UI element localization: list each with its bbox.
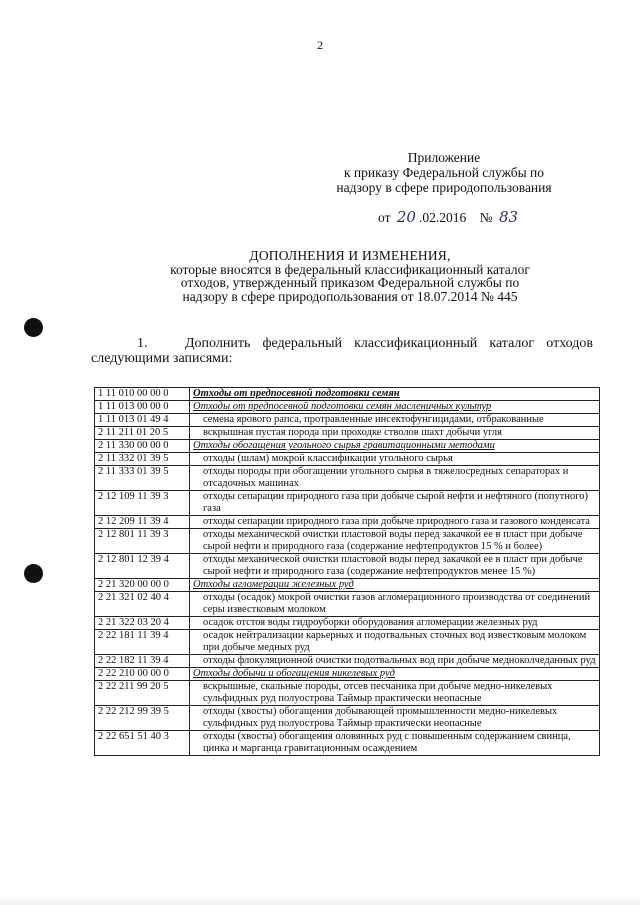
waste-description-cell: Отходы добычи и обогащения никелевых руд: [190, 668, 600, 681]
waste-code-cell: 2 12 209 11 39 4: [95, 516, 190, 529]
order-date-line: [378, 208, 521, 226]
table-row: [95, 491, 600, 516]
table-row: [95, 731, 600, 756]
waste-description-cell: Отходы от предпосевной подготовки семян: [190, 388, 600, 401]
waste-description-cell: осадок отстоя воды гидроуборки оборудования агломерации железных руд: [190, 617, 600, 630]
table-row: [95, 388, 600, 401]
waste-description-cell: отходы породы при обогащении угольного сырья в тяжелосредных сепараторах и отсадочных машинах: [190, 466, 600, 491]
waste-description-cell: Отходы обогащения угольного сырья гравитационными методами: [190, 440, 600, 453]
waste-description-cell: отходы механической очистки пластовой воды перед закачкой ее в пласт при добыче сырой нефти и природного газа (содержание нефтепродуктов менее 15 %): [190, 554, 600, 579]
page-number: 2: [317, 38, 323, 52]
table-row: [95, 668, 600, 681]
waste-description-cell: Отходы агломерации железных руд: [190, 579, 600, 592]
approval-line-1: к приказу Федеральной службы по: [343, 165, 545, 180]
table-row: [95, 706, 600, 731]
order-date: .02.2016: [418, 210, 467, 225]
waste-description-cell: осадок нейтрализации карьерных и подотвальных сточных вод известковым молоком при добыче медных руд: [190, 630, 600, 655]
waste-code-cell: 2 22 212 99 39 5: [95, 706, 190, 731]
punch-hole: [24, 564, 43, 583]
waste-description-cell: отходы (осадок) мокрой очистки газов агломерационного производства от соединений серы известковым молоком: [190, 592, 600, 617]
waste-description-cell: отходы флокуляционной очистки подотвальных вод при добыче медноколчеданных руд: [190, 655, 600, 668]
waste-code-cell: 1 11 013 01 49 4: [95, 414, 190, 427]
intro-paragraph: [91, 336, 593, 366]
waste-code-cell: 2 12 801 11 39 3: [95, 529, 190, 554]
table-row: [95, 466, 600, 491]
waste-code-cell: 2 21 320 00 00 0: [95, 579, 190, 592]
table-row: [95, 440, 600, 453]
table-row: [95, 554, 600, 579]
waste-code-cell: 2 22 210 00 00 0: [95, 668, 190, 681]
waste-code-cell: 2 22 182 11 39 4: [95, 655, 190, 668]
waste-description-cell: семена ярового рапса, протравленные инсектофунгицидами, отбракованные: [190, 414, 600, 427]
waste-code-cell: 1 11 013 00 00 0: [95, 401, 190, 414]
waste-description-cell: отходы механической очистки пластовой воды перед закачкой ее в пласт при добыче сырой нефти и природного газа (содержание нефтепродуктов 15 % и более): [190, 529, 600, 554]
approval-line-2: надзору в сфере природопользования: [336, 180, 552, 195]
title-line-1: которые вносятся в федеральный классификационный каталог: [170, 261, 530, 277]
punch-hole: [24, 318, 43, 337]
waste-code-cell: 2 21 321 02 40 4: [95, 592, 190, 617]
waste-code-cell: 1 11 010 00 00 0: [95, 388, 190, 401]
waste-code-cell: 2 22 211 99 20 5: [95, 681, 190, 706]
waste-code-cell: 2 11 333 01 39 5: [95, 466, 190, 491]
waste-description-cell: вскрышная пустая порода при проходке стволов шахт добычи угля: [190, 427, 600, 440]
table-row: [95, 630, 600, 655]
table-row: [95, 617, 600, 630]
waste-description-cell: отходы (хвосты) обогащения добывающей промышленности медно-никелевых сульфидных руд полуострова Таймыр практически неопасные: [190, 706, 600, 731]
table-row: [95, 516, 600, 529]
title-line-2: отходов, утвержденный приказом Федеральной службы по: [180, 275, 520, 290]
paragraph-text: Дополнить федеральный классификационный каталог отходов следующими записями:: [91, 336, 593, 366]
approval-heading: Приложение: [407, 150, 481, 165]
title-line-3: надзору в сфере природопользования от 18.07.2014 № 445: [182, 288, 518, 304]
document-title: [100, 249, 600, 303]
table-row: [95, 401, 600, 414]
table-row: [95, 414, 600, 427]
waste-description-cell: отходы (хвосты) обогащения оловянных руд с повышенным содержанием свинца, цинка и марганца гравитационным осаждением: [190, 731, 600, 756]
waste-code-cell: 2 12 801 12 39 4: [95, 554, 190, 579]
handwritten-number: 83: [498, 208, 519, 226]
waste-code-cell: 2 22 651 51 40 3: [95, 731, 190, 756]
waste-code-cell: 2 11 211 01 20 5: [95, 427, 190, 440]
approval-stamp: [314, 150, 574, 195]
table-row: [95, 453, 600, 466]
table-row: [95, 427, 600, 440]
order-from-label: от: [378, 210, 391, 225]
handwritten-day: 20: [396, 208, 416, 226]
waste-code-cell: 2 11 332 01 39 5: [95, 453, 190, 466]
waste-description-cell: отходы сепарации природного газа при добыче природного газа и газового конденсата: [190, 516, 600, 529]
title-main: ДОПОЛНЕНИЯ И ИЗМЕНЕНИЯ,: [249, 248, 451, 263]
table-row: [95, 592, 600, 617]
table-row: [95, 681, 600, 706]
waste-catalog-table: [94, 387, 600, 756]
order-number-label: №: [479, 210, 493, 225]
waste-code-cell: 2 21 322 03 20 4: [95, 617, 190, 630]
waste-code-cell: 2 22 181 11 39 4: [95, 630, 190, 655]
waste-code-cell: 2 12 109 11 39 3: [95, 491, 190, 516]
scan-edge: [0, 895, 640, 905]
waste-code-cell: 2 11 330 00 00 0: [95, 440, 190, 453]
paragraph-number: 1.: [137, 336, 148, 351]
waste-description-cell: отходы (шлам) мокрой классификации угольного сырья: [190, 453, 600, 466]
table-row: [95, 529, 600, 554]
table-row: [95, 579, 600, 592]
waste-description-cell: отходы сепарации природного газа при добыче сырой нефти и нефтяного (попутного) газа: [190, 491, 600, 516]
table-row: [95, 655, 600, 668]
waste-description-cell: вскрышные, скальные породы, отсев песчаника при добыче медно-никелевых сульфидных руд полуострова Таймыр практически неопасные: [190, 681, 600, 706]
waste-description-cell: Отходы от предпосевной подготовки семян масленичных культур: [190, 401, 600, 414]
